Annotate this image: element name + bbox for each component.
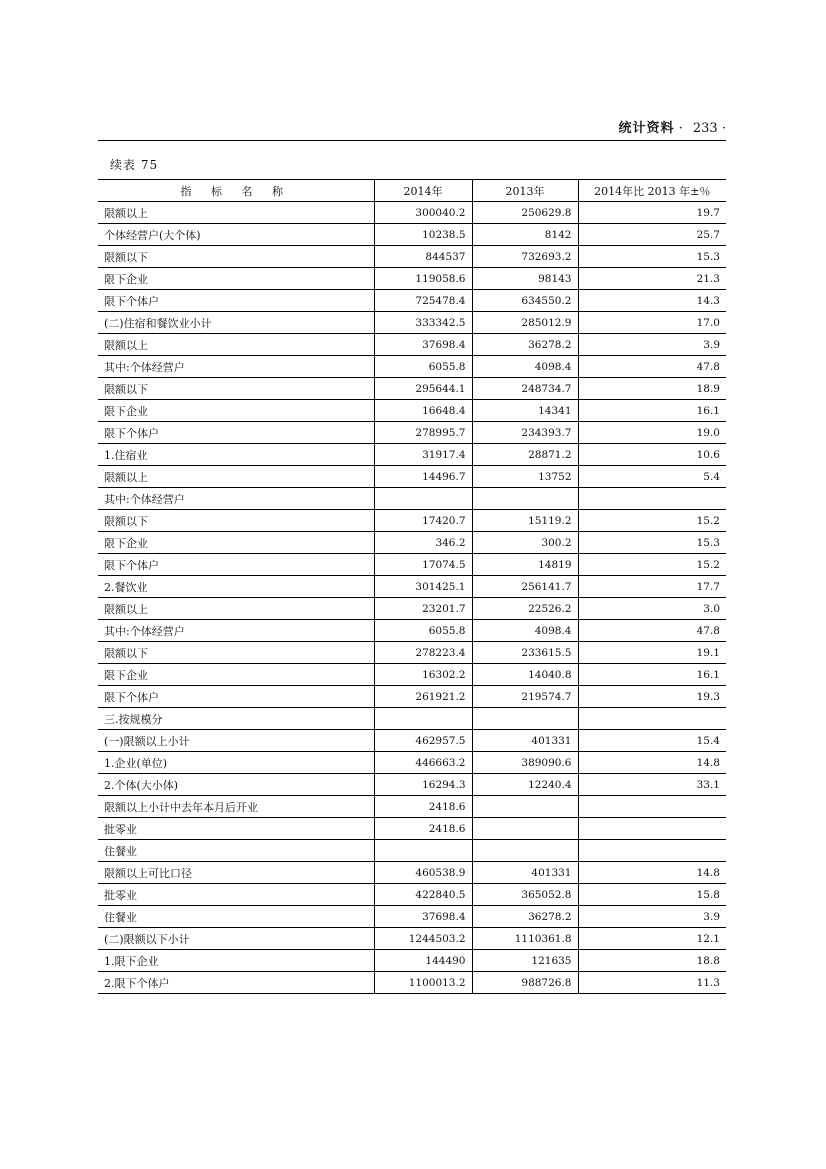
value-2014-cell: 17074.5 — [374, 554, 472, 576]
value-2014-cell: 446663.2 — [374, 752, 472, 774]
row-name-cell: 批零业 — [98, 818, 374, 840]
running-header — [618, 117, 726, 136]
value-2013-cell: 988726.8 — [472, 972, 578, 994]
row-name-cell: 限下企业 — [98, 532, 374, 554]
value-2013-cell: 22526.2 — [472, 598, 578, 620]
table-row — [98, 950, 726, 972]
table-row — [98, 334, 726, 356]
row-name-cell: 1.企业(单位) — [98, 752, 374, 774]
value-2013-cell: 12240.4 — [472, 774, 578, 796]
value-2014-cell: 10238.5 — [374, 224, 472, 246]
change-percent-cell: 19.0 — [578, 422, 726, 444]
row-name-cell: 1.限下企业 — [98, 950, 374, 972]
value-2014-cell: 460538.9 — [374, 862, 472, 884]
table-row — [98, 730, 726, 752]
value-2013-cell: 8142 — [472, 224, 578, 246]
value-2014-cell: 144490 — [374, 950, 472, 972]
value-2014-cell: 37698.4 — [374, 906, 472, 928]
value-2013-cell: 732693.2 — [472, 246, 578, 268]
row-name-cell: 限下企业 — [98, 400, 374, 422]
table-row — [98, 752, 726, 774]
value-2013-cell: 248734.7 — [472, 378, 578, 400]
row-name-cell: 其中:个体经营户 — [98, 488, 374, 510]
change-percent-cell — [578, 818, 726, 840]
table-row — [98, 422, 726, 444]
row-name-cell: (二)限额以下小计 — [98, 928, 374, 950]
row-name-cell: 住餐业 — [98, 906, 374, 928]
change-percent-cell: 10.6 — [578, 444, 726, 466]
value-2014-cell: 37698.4 — [374, 334, 472, 356]
table-row — [98, 510, 726, 532]
value-2014-cell — [374, 708, 472, 730]
value-2014-cell — [374, 840, 472, 862]
table-row — [98, 906, 726, 928]
section-title: 统计资料 — [618, 121, 675, 136]
column-header-2014: 2014年 — [374, 180, 472, 202]
row-name-cell: 其中:个体经营户 — [98, 620, 374, 642]
change-percent-cell: 15.2 — [578, 510, 726, 532]
change-percent-cell: 18.9 — [578, 378, 726, 400]
value-2013-cell: 250629.8 — [472, 202, 578, 224]
value-2013-cell: 14341 — [472, 400, 578, 422]
row-name-cell: 限下个体户 — [98, 422, 374, 444]
table-row — [98, 290, 726, 312]
row-name-cell: 住餐业 — [98, 840, 374, 862]
value-2014-cell: 14496.7 — [374, 466, 472, 488]
value-2013-cell: 300.2 — [472, 532, 578, 554]
value-2014-cell: 725478.4 — [374, 290, 472, 312]
row-name-cell: 1.住宿业 — [98, 444, 374, 466]
row-name-cell: 限额以上 — [98, 202, 374, 224]
change-percent-cell: 15.3 — [578, 532, 726, 554]
value-2014-cell — [374, 488, 472, 510]
value-2013-cell — [472, 840, 578, 862]
table-row — [98, 774, 726, 796]
row-name-cell: 限额以上 — [98, 466, 374, 488]
value-2013-cell: 401331 — [472, 730, 578, 752]
table-row — [98, 246, 726, 268]
row-name-cell: 限额以上可比口径 — [98, 862, 374, 884]
change-percent-cell — [578, 488, 726, 510]
value-2014-cell: 23201.7 — [374, 598, 472, 620]
table-body — [98, 202, 726, 994]
value-2013-cell: 4098.4 — [472, 620, 578, 642]
table-row — [98, 378, 726, 400]
change-percent-cell: 19.3 — [578, 686, 726, 708]
change-percent-cell — [578, 840, 726, 862]
value-2013-cell — [472, 818, 578, 840]
change-percent-cell: 18.8 — [578, 950, 726, 972]
change-percent-cell: 14.3 — [578, 290, 726, 312]
value-2014-cell: 422840.5 — [374, 884, 472, 906]
value-2014-cell: 278223.4 — [374, 642, 472, 664]
value-2014-cell: 2418.6 — [374, 796, 472, 818]
value-2013-cell: 1110361.8 — [472, 928, 578, 950]
value-2014-cell: 31917.4 — [374, 444, 472, 466]
row-name-cell: (二)住宿和餐饮业小计 — [98, 312, 374, 334]
table-row — [98, 532, 726, 554]
value-2014-cell: 119058.6 — [374, 268, 472, 290]
value-2014-cell: 346.2 — [374, 532, 472, 554]
change-percent-cell: 16.1 — [578, 400, 726, 422]
value-2014-cell: 295644.1 — [374, 378, 472, 400]
value-2013-cell: 233615.5 — [472, 642, 578, 664]
row-name-cell: 限额以上小计中去年本月后开业 — [98, 796, 374, 818]
row-name-cell: 限额以上 — [98, 334, 374, 356]
value-2013-cell: 219574.7 — [472, 686, 578, 708]
header-dot: · — [721, 121, 726, 136]
change-percent-cell: 33.1 — [578, 774, 726, 796]
value-2013-cell — [472, 708, 578, 730]
column-header-2013: 2013年 — [472, 180, 578, 202]
value-2013-cell: 36278.2 — [472, 906, 578, 928]
row-name-cell: 限下企业 — [98, 268, 374, 290]
value-2014-cell: 6055.8 — [374, 356, 472, 378]
change-percent-cell: 19.1 — [578, 642, 726, 664]
change-percent-cell: 15.8 — [578, 884, 726, 906]
value-2014-cell: 1244503.2 — [374, 928, 472, 950]
table-row — [98, 840, 726, 862]
change-percent-cell: 15.4 — [578, 730, 726, 752]
table-row — [98, 400, 726, 422]
row-name-cell: 批零业 — [98, 884, 374, 906]
value-2014-cell: 6055.8 — [374, 620, 472, 642]
row-name-cell: 2.个体(大小体) — [98, 774, 374, 796]
table-row — [98, 642, 726, 664]
table-row — [98, 312, 726, 334]
change-percent-cell: 47.8 — [578, 356, 726, 378]
table-row — [98, 664, 726, 686]
change-percent-cell: 3.0 — [578, 598, 726, 620]
table-row — [98, 884, 726, 906]
value-2014-cell: 278995.7 — [374, 422, 472, 444]
table-row — [98, 224, 726, 246]
row-name-cell: 三.按规模分 — [98, 708, 374, 730]
change-percent-cell: 19.7 — [578, 202, 726, 224]
row-name-cell: 限额以下 — [98, 378, 374, 400]
row-name-cell: 限额以下 — [98, 510, 374, 532]
page-number: 233 — [692, 121, 718, 136]
table-header-row — [98, 180, 726, 202]
value-2013-cell: 28871.2 — [472, 444, 578, 466]
row-name-cell: 限下个体户 — [98, 290, 374, 312]
table-row — [98, 972, 726, 994]
row-name-cell: 限额以下 — [98, 642, 374, 664]
column-header-change: 2014年比 2013 年±％ — [578, 180, 726, 202]
change-percent-cell: 14.8 — [578, 752, 726, 774]
change-percent-cell: 12.1 — [578, 928, 726, 950]
table-row — [98, 466, 726, 488]
table-row — [98, 862, 726, 884]
change-percent-cell: 3.9 — [578, 906, 726, 928]
change-percent-cell — [578, 708, 726, 730]
value-2013-cell: 4098.4 — [472, 356, 578, 378]
row-name-cell: (一)限额以上小计 — [98, 730, 374, 752]
value-2013-cell: 36278.2 — [472, 334, 578, 356]
value-2014-cell: 261921.2 — [374, 686, 472, 708]
change-percent-cell: 3.9 — [578, 334, 726, 356]
value-2014-cell: 16294.3 — [374, 774, 472, 796]
value-2013-cell — [472, 796, 578, 818]
table-row — [98, 576, 726, 598]
value-2014-cell: 16302.2 — [374, 664, 472, 686]
table-row — [98, 818, 726, 840]
row-name-cell: 其中:个体经营户 — [98, 356, 374, 378]
value-2013-cell: 121635 — [472, 950, 578, 972]
change-percent-cell: 11.3 — [578, 972, 726, 994]
page-header — [98, 116, 726, 141]
table-row — [98, 620, 726, 642]
row-name-cell: 限额以下 — [98, 246, 374, 268]
column-header-name: 指 标 名 称 — [98, 180, 374, 202]
value-2014-cell: 301425.1 — [374, 576, 472, 598]
row-name-cell: 限下个体户 — [98, 686, 374, 708]
table-row — [98, 928, 726, 950]
value-2013-cell: 98143 — [472, 268, 578, 290]
value-2013-cell: 15119.2 — [472, 510, 578, 532]
value-2013-cell: 14040.8 — [472, 664, 578, 686]
table-row — [98, 488, 726, 510]
value-2013-cell — [472, 488, 578, 510]
value-2014-cell: 844537 — [374, 246, 472, 268]
row-name-cell: 个体经营户(大个体) — [98, 224, 374, 246]
change-percent-cell — [578, 796, 726, 818]
change-percent-cell: 15.3 — [578, 246, 726, 268]
table-row — [98, 444, 726, 466]
row-name-cell: 限下个体户 — [98, 554, 374, 576]
table-row — [98, 554, 726, 576]
value-2014-cell: 17420.7 — [374, 510, 472, 532]
value-2014-cell: 1100013.2 — [374, 972, 472, 994]
value-2013-cell: 634550.2 — [472, 290, 578, 312]
value-2013-cell: 256141.7 — [472, 576, 578, 598]
change-percent-cell: 15.2 — [578, 554, 726, 576]
value-2014-cell: 300040.2 — [374, 202, 472, 224]
row-name-cell: 2.限下个体户 — [98, 972, 374, 994]
value-2014-cell: 2418.6 — [374, 818, 472, 840]
table-row — [98, 598, 726, 620]
value-2013-cell: 234393.7 — [472, 422, 578, 444]
change-percent-cell: 25.7 — [578, 224, 726, 246]
table-row — [98, 356, 726, 378]
change-percent-cell: 16.1 — [578, 664, 726, 686]
row-name-cell: 2.餐饮业 — [98, 576, 374, 598]
value-2013-cell: 14819 — [472, 554, 578, 576]
value-2014-cell: 333342.5 — [374, 312, 472, 334]
value-2013-cell: 285012.9 — [472, 312, 578, 334]
table-row — [98, 708, 726, 730]
header-dot: · — [678, 121, 683, 136]
value-2013-cell: 389090.6 — [472, 752, 578, 774]
change-percent-cell: 47.8 — [578, 620, 726, 642]
value-2013-cell: 401331 — [472, 862, 578, 884]
table-row — [98, 796, 726, 818]
change-percent-cell: 17.0 — [578, 312, 726, 334]
row-name-cell: 限下企业 — [98, 664, 374, 686]
change-percent-cell: 17.7 — [578, 576, 726, 598]
table-row — [98, 686, 726, 708]
table-caption: 续表 75 — [110, 158, 159, 172]
change-percent-cell: 14.8 — [578, 862, 726, 884]
table-row — [98, 202, 726, 224]
value-2014-cell: 462957.5 — [374, 730, 472, 752]
value-2013-cell: 365052.8 — [472, 884, 578, 906]
change-percent-cell: 21.3 — [578, 268, 726, 290]
statistics-table — [98, 179, 726, 994]
value-2014-cell: 16648.4 — [374, 400, 472, 422]
value-2013-cell: 13752 — [472, 466, 578, 488]
row-name-cell: 限额以上 — [98, 598, 374, 620]
change-percent-cell: 5.4 — [578, 466, 726, 488]
table-row — [98, 268, 726, 290]
